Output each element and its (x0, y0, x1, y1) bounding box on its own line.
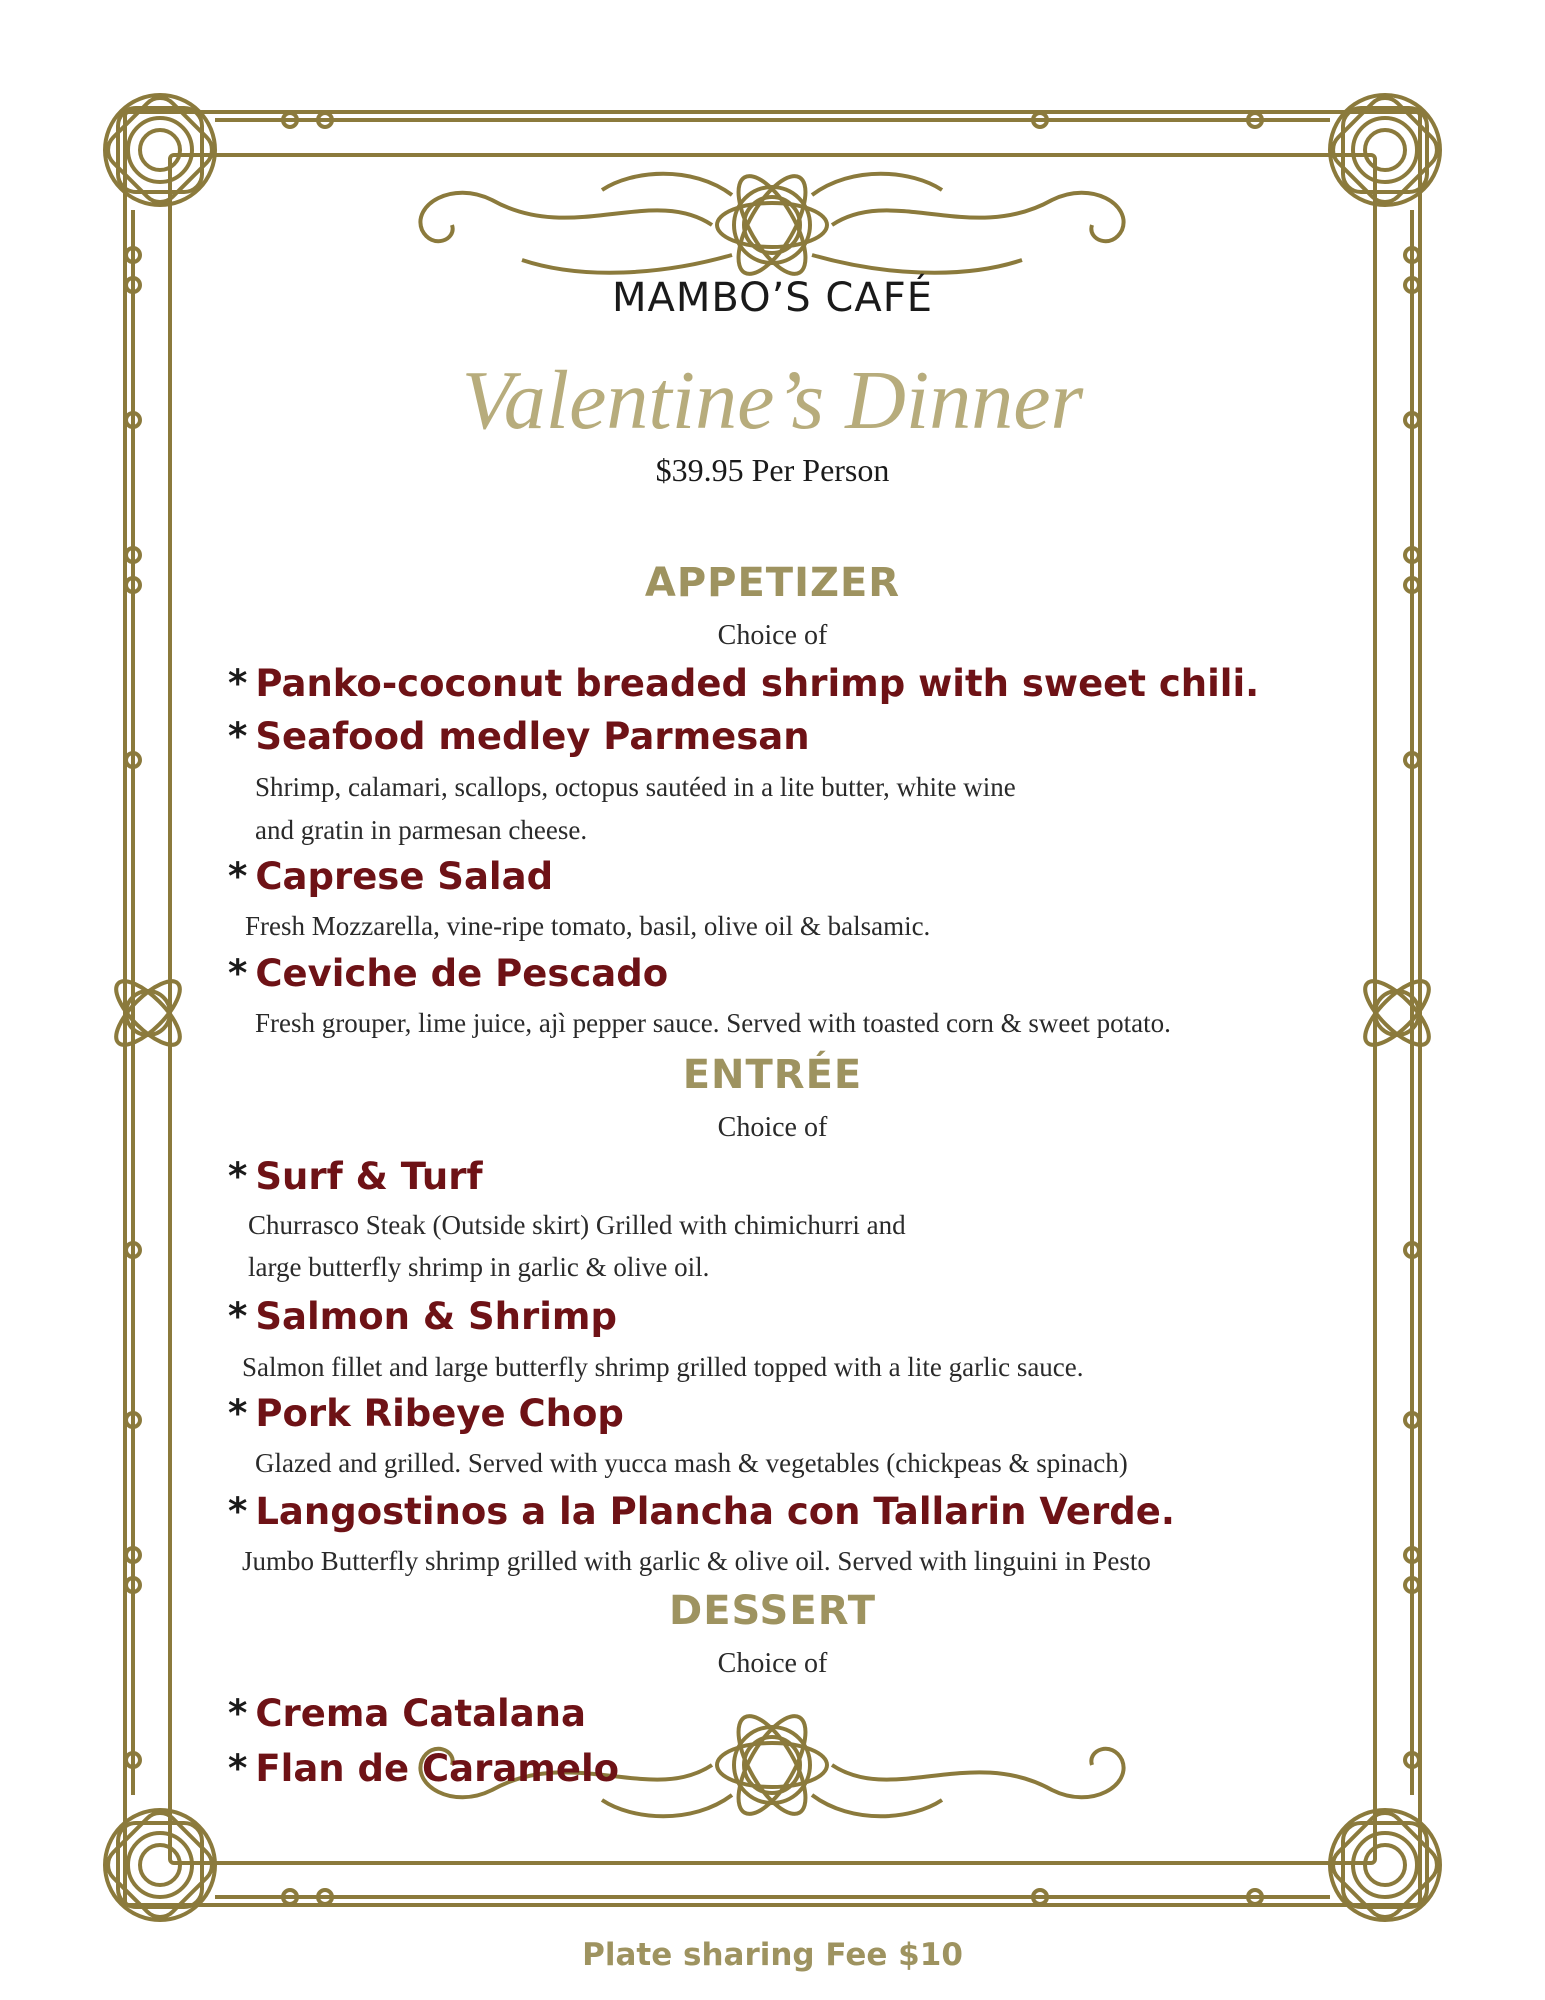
item-description: Jumbo Butterfly shrimp grilled with garlic & olive oil. Served with linguini in Pesto (242, 1546, 1151, 1576)
menu-item: * Caprese Salad (228, 855, 554, 898)
price-per-person: $39.95 Per Person (655, 452, 890, 488)
menu-item: * Ceviche de Pescado (228, 952, 669, 995)
corner-rosette (101, 91, 220, 210)
menu-item: * Crema Catalana (228, 1692, 586, 1735)
restaurant-name: MAMBO’S CAFÉ (611, 275, 933, 321)
item-description: large butterfly shrimp in garlic & olive oil. (248, 1252, 710, 1282)
choice-label-appetizer: Choice of (717, 620, 828, 651)
menu-item: * Seafood medley Parmesan (228, 715, 810, 758)
menu-title: Valentine’s Dinner (461, 354, 1084, 447)
menu-item: * Pork Ribeye Chop (228, 1392, 624, 1435)
section-heading-entree: ENTRÉE (682, 1052, 863, 1098)
item-description: Salmon fillet and large butterfly shrimp grilled topped with a lite garlic sauce. (242, 1352, 1084, 1382)
item-description: Churrasco Steak (Outside skirt) Grilled with chimichurri and (248, 1210, 906, 1240)
corner-rosette (1326, 91, 1445, 210)
choice-label-dessert: Choice of (717, 1648, 828, 1679)
item-description: Fresh grouper, lime juice, ajì pepper sauce. Served with toasted corn & sweet potato. (255, 1008, 1171, 1038)
section-heading-dessert: DESSERT (669, 1588, 876, 1634)
menu-item: * Panko-coconut breaded shrimp with sweet chili. (228, 662, 1260, 705)
item-description: Glazed and grilled. Served with yucca mash & vegetables (chickpeas & spinach) (255, 1448, 1128, 1478)
item-description: Fresh Mozzarella, vine-ripe tomato, basil, olive oil & balsamic. (245, 911, 931, 941)
menu-item: * Langostinos a la Plancha con Tallarin Verde. (228, 1490, 1175, 1533)
menu-item: * Flan de Caramelo (228, 1747, 620, 1790)
section-heading-appetizer: APPETIZER (644, 560, 901, 606)
menu-item: * Salmon & Shrimp (228, 1295, 617, 1338)
choice-label-entree: Choice of (717, 1112, 828, 1143)
item-description: and gratin in parmesan cheese. (255, 815, 588, 845)
item-description: Shrimp, calamari, scallops, octopus sautéed in a lite butter, white wine (255, 772, 1016, 802)
plate-sharing-fee: Plate sharing Fee $10 (582, 1937, 963, 1973)
menu-item: * Surf & Turf (228, 1155, 483, 1198)
